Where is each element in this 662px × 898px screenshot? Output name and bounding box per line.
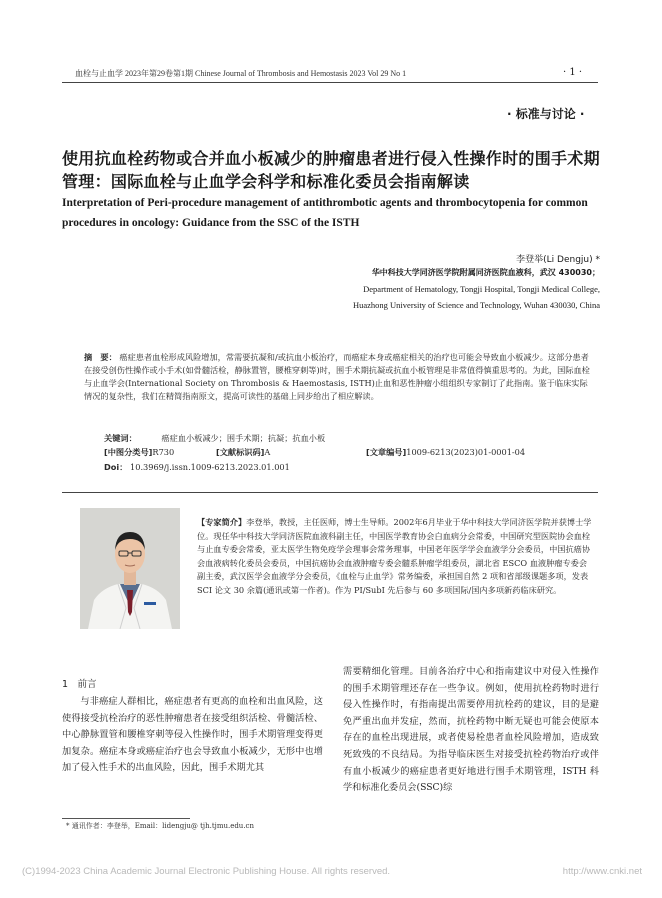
abstract-text: 癌症患者血栓形成风险增加，常需要抗凝和/或抗血小板治疗，而癌症本身或癌症相关的治疗也可能会导致血小板减少。这部分患者在接受创伤性操作或小手术(如骨髓活检，静脉置管，腰椎穿刺等)时，围手术期抗凝或抗血小板管理是非常值得慎重思考的。为此，国际血栓与止血学会(International Society on Thrombosis & Haemostasis, ISTH)止血和恶性肿瘤小组组织专家制订了此指南。鉴于临床实际情况的复杂性，我们在精简指南原文，提高可读性的基础上同步给出了相应解读。 <box>84 352 590 401</box>
footnote: * 通讯作者：李登举，Email：lidengju@ tjh.tjmu.edu.cn <box>66 822 254 830</box>
clc-label: [中图分类号] <box>104 447 153 457</box>
keywords-text: 癌症血小板减少；围手术期；抗凝；抗血小板 <box>161 433 326 443</box>
abstract <box>84 351 590 403</box>
body-text: 例如，使用抗栓药物时进行侵入性操作时，有指南提出需要停用抗栓药的建议，目的是避免严重出血并发症，然而，抗栓药物中断无疑也可能会使原本存在的血栓出现进展，或者使易栓患者血栓风险增加，造成致死致残的不良结局。为指导临床医生对接受抗栓药物治疗或伴有血小板减少的癌症患者更好地进行围手术期管理，ISTH 科学和标准化委员会(SSC)综 <box>343 682 600 794</box>
doc-code-field <box>216 447 270 458</box>
affiliation-en-line-2: Huazhong University of Science and Technology, Wuhan 430030, China <box>352 300 600 310</box>
article-title-zh: 使用抗血栓药物或合并血小板减少的肿瘤患者进行侵入性操作时的围手术期管理：国际血栓与止血学会科学和标准化委员会指南解读 <box>62 149 600 191</box>
footnote-rule <box>62 818 190 819</box>
article-title-en: Interpretation of Peri-procedure management of antithrombotic agents and thrombocytopenia for common procedures in oncology: Guidance from the SSC of the ISTH <box>62 197 588 229</box>
article-no-value: 1009-6213(2023)01-0001-04 <box>406 447 526 457</box>
column-title: · 标准与讨论 · <box>507 107 585 121</box>
clc-value: R730 <box>152 447 175 457</box>
keywords <box>104 433 325 444</box>
bio-text: 李登举，教授，主任医师，博士生导师。2002年6月毕业于华中科技大学同济医学院并获博士学位。现任华中科技大学同济医院血液科副主任，中国医学教育协会白血病分会常委，中国研究型医院协会血栓与止血专委会常委，亚太医学生物免疫学会理事会常务理事，中国老年医学学会血液学分会委员，中国抗癌协会血液病转化委员会委员，中国抗癌协会血液肿瘤专委会髓系肿瘤学组委员，湖北省 ESCO 血液肿瘤专委会副主委，武汉医学会血液学分会委员，《血栓与止血学》常务编委，承担国自然 2 项和省部级课题多项，发表 SCI 论文 30 余篇(通讯或第一作者)。作为 PI/SubI 先后参与 60 多项国际/国内多项新药临床研究。 <box>197 517 592 595</box>
footer-copyright: (C)1994-2023 China Academic Journal Electronic Publishing House. All rights reserved. <box>22 866 391 877</box>
section-heading-intro: 1 前言 <box>62 679 97 690</box>
header-rule <box>62 82 598 83</box>
doc-code-label: [文献标识码] <box>216 447 265 457</box>
body-column-left <box>62 694 323 777</box>
body-column-right <box>343 664 599 797</box>
doi-line <box>104 462 290 473</box>
expert-bio <box>197 516 592 598</box>
abstract-label: 摘 要： <box>84 352 117 362</box>
doc-code-value: A <box>264 447 271 457</box>
bio-label: 【专家简介】 <box>197 517 247 527</box>
affiliation-zh: 华中科技大学同济医学院附属同济医院血液科，武汉 430030； <box>371 268 600 277</box>
keywords-label: 关键词： <box>104 433 137 443</box>
section-rule <box>62 492 598 493</box>
article-no-field <box>366 447 525 458</box>
page-number: · 1 · <box>563 67 583 78</box>
footer-url[interactable]: http://www.cnki.net <box>562 866 642 877</box>
doi-value[interactable]: 10.3969/j.issn.1009-6213.2023.01.001 <box>130 462 290 472</box>
body-paragraph: 与非癌症人群相比，癌症患者有更高的血栓和出血风险，这使得接受抗栓治疗的恶性肿瘤患者在接受组织活检、骨髓活检、中心静脉置管和腰椎穿刺等侵入性操作时，围手术期管理变得更加复杂。癌症本身或癌症治疗也会导致血小板减少，无形中也增加了侵入性手术的出血风险，因此，围手术期尤其 <box>62 696 323 774</box>
doi-label: Doi： <box>104 462 128 472</box>
affiliation-en-line-1: Department of Hematology, Tongji Hospital, Tongji Medical College, <box>363 284 600 294</box>
author-line: 李登举(Li Dengju) * <box>516 255 600 265</box>
running-head: 血栓与止血学 2023年第29卷第1期 Chinese Journal of Thrombosis and Hemostasis 2023 Vol 29 No 1 <box>75 69 407 78</box>
author-portrait <box>80 508 180 629</box>
article-no-label: [文章编号] <box>366 447 407 457</box>
body-paragraph <box>343 664 599 797</box>
clc-field <box>104 447 174 458</box>
body-text: 需要精细化管理。目前各治疗中心和指南建议中对侵入性操作的围手术期管理还存在一些争议。 <box>343 666 599 694</box>
